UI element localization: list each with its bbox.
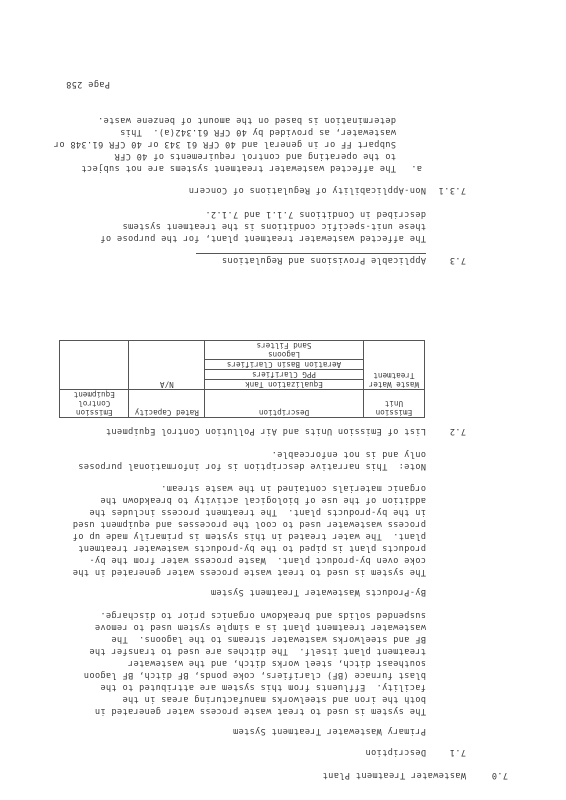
note-line: only and is not enforceable.	[271, 449, 426, 459]
section-number: 7.0	[491, 770, 508, 780]
primary-line: BF and steelworks wastewater streams to the lagoons. The	[111, 634, 426, 644]
subsection-number: 7.1	[449, 747, 466, 757]
primary-line: both the iron and steelworks manufacturing areas in the	[122, 694, 426, 704]
byproducts-line: addition of the use of biological activity to breakdown the	[100, 495, 426, 505]
section-title: Wastewater Treatment Plant	[322, 770, 466, 780]
primary-heading: Primary Wastewater Treatment System	[232, 726, 426, 736]
byproducts-line: plant. The water treated in this system is primarily made up of	[72, 531, 426, 541]
primary-line: southeast ditch, steel works ditch, and the wastewater	[127, 658, 426, 668]
table-row	[60, 380, 425, 390]
description-cell: Lagoons	[205, 350, 364, 360]
s73-line: these unit-specific conditions is the treatment systems	[122, 221, 426, 231]
primary-line: treatment plant itself. The ditches are used to transfer the	[89, 646, 426, 656]
subsection-number: 7.3.1	[438, 185, 466, 195]
table-header-row	[60, 390, 425, 418]
description-cell: Equalization Tank	[205, 380, 364, 390]
primary-line: The system is used to treat waste process water generated in	[94, 706, 426, 716]
byproducts-line: coke oven by-product plant. Waste process water from the by-	[89, 555, 426, 565]
unit-line: Waste Water	[368, 380, 420, 389]
header-description: Description	[205, 390, 364, 418]
s73-line: described in Conditions 7.1.1 and 7.1.2.	[205, 209, 426, 219]
subsection-number: 7.3	[449, 255, 466, 265]
byproducts-heading: By-Products Wastewater Treatment System	[210, 587, 426, 597]
primary-line: suspended solids and breakdown organics prior to discharge.	[100, 610, 426, 620]
byproducts-line: process wastewater used to cool the processes and equipment used	[72, 519, 426, 529]
unit-line: Treatment	[373, 371, 415, 380]
byproducts-line: The system is used to treat waste process water generated in the	[72, 567, 426, 577]
s73-line: The affected wastewater treatment plant, for the purpose of	[100, 233, 426, 243]
subsection-title: Description	[365, 747, 426, 757]
primary-line: blast furnace (BF) clarifiers, coke ponds, BF ditch, BF lagoon	[83, 670, 426, 680]
item-marker: a.	[410, 163, 422, 173]
description-cell: PPG Clarifiers	[205, 370, 364, 380]
description-cell: Sand Filters	[205, 341, 364, 351]
byproducts-line: in the by-products plant. The treatment process includes the	[89, 507, 426, 517]
page-number: Page 258	[65, 79, 110, 89]
description-cell: Aeration Basin Clarifiers	[205, 360, 364, 370]
subsection-title: List of Emission Units and Air Pollution Control Equipment	[105, 426, 426, 436]
subsection-title: Applicable Provisions and Regulations	[221, 255, 426, 265]
item-line: determination is based on the amount of benzene waste.	[97, 115, 396, 125]
item-line: Subpart FF or in general and 40 CFR 61 343 or 40 CFR 61.348 or	[53, 139, 396, 149]
primary-line: wastewater treatment plant is a simple system used to remove	[94, 622, 426, 632]
primary-line: facility. Effluents from this system are attributed to the	[100, 682, 426, 692]
control-cell	[60, 341, 130, 390]
item-line: The affected wastewater treatment systems are not subject	[81, 163, 396, 173]
header-emission-unit: Emission Unit	[363, 390, 424, 418]
byproducts-line: organic materials contained in the waste stream.	[160, 483, 426, 493]
byproducts-line: products plant is piped to the by-products wastewater treatment	[77, 543, 426, 553]
subsection-title: Non-Applicability of Regulations of Concern	[188, 185, 426, 195]
note-line: Note: This narrative description is for informational purposes	[77, 461, 426, 471]
capacity-cell: N/A	[129, 341, 205, 390]
header-control-equipment: Emission Control Equipment	[60, 390, 130, 418]
emission-units-table	[59, 340, 425, 418]
item-line: to the operating and control requirements of 40 CFR	[114, 151, 396, 161]
header-rated-capacity: Rated Capacity	[129, 390, 205, 418]
unit-cell	[363, 341, 424, 390]
subsection-number: 7.2	[449, 426, 466, 436]
item-line: wastewater, as provided by 40 CFR 61.342(a). This	[119, 127, 396, 137]
heading-underline	[196, 253, 426, 254]
